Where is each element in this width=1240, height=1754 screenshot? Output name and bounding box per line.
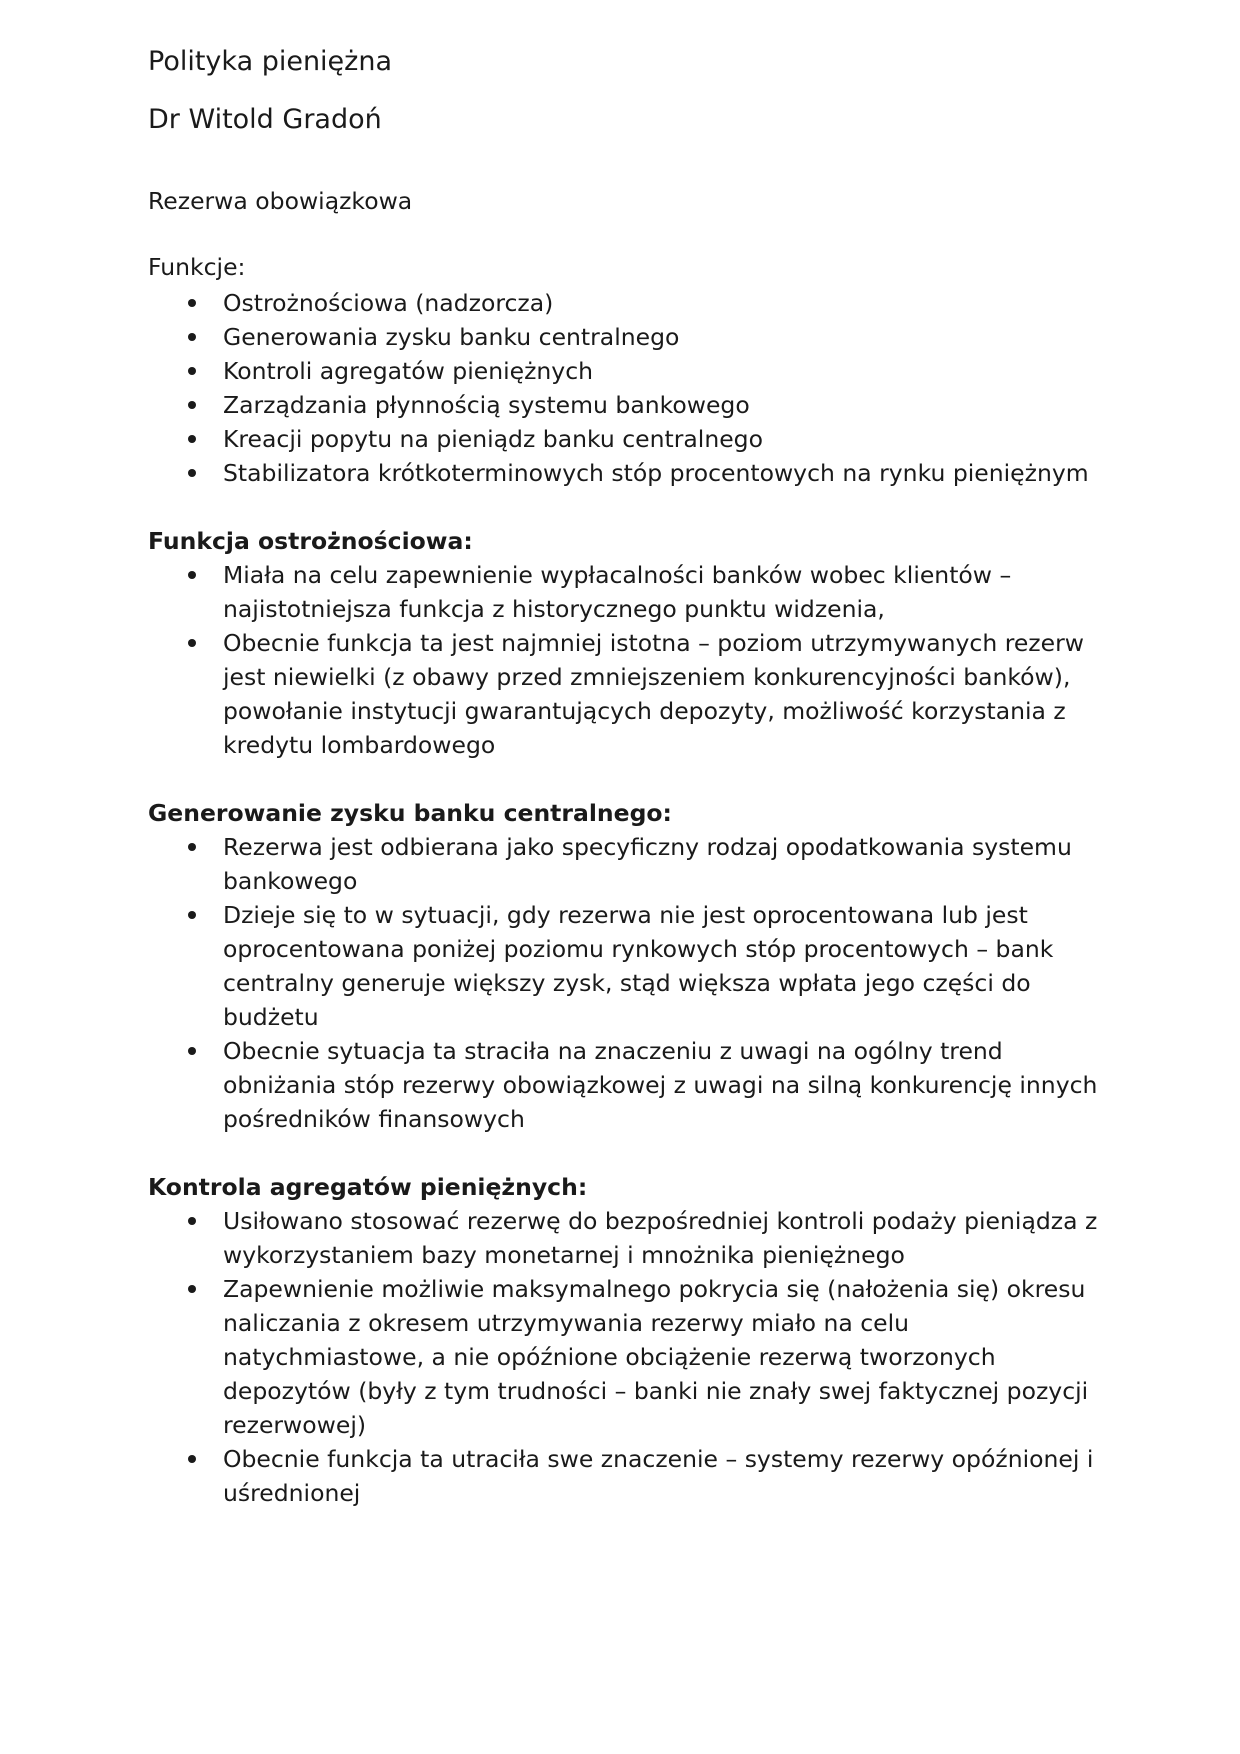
document-subject: Rezerwa obowiązkowa (148, 187, 413, 215)
section-heading: Funkcja ostrożnościowa: (148, 527, 473, 555)
section-aggregates (148, 1170, 1108, 1510)
list-item: Usiłowano stosować rezerwę do bezpośredniej kontroli podaży pieniądza z wykorzystaniem bazy monetarnej i mnożnika pieniężnego (148, 1204, 1108, 1272)
section-heading: Generowanie zysku banku centralnego: (148, 799, 672, 827)
list-item: Rezerwa jest odbierana jako specyficzny rodzaj opodatkowania systemu bankowego (148, 830, 1108, 898)
list-item: Kreacji popytu na pieniądz banku centralnego (148, 422, 1108, 456)
section-list (148, 830, 1108, 1136)
section-list (148, 558, 1108, 762)
list-item: Generowania zysku banku centralnego (148, 320, 1108, 354)
document-page (148, 42, 1108, 1544)
list-item: Kontroli agregatów pieniężnych (148, 354, 1108, 388)
list-item: Stabilizatora krótkoterminowych stóp procentowych na rynku pieniężnym (148, 456, 1108, 490)
functions-list (148, 286, 1108, 490)
list-item: Obecnie sytuacja ta straciła na znaczeniu z uwagi na ogólny trend obniżania stóp rezerwy obowiązkowej z uwagi na silną konkurencję innych pośredników finansowych (148, 1034, 1108, 1136)
list-item: Zarządzania płynnością systemu bankowego (148, 388, 1108, 422)
list-item: Dzieje się to w sytuacji, gdy rezerwa nie jest oprocentowana lub jest oprocentowana poniżej poziomu rynkowych stóp procentowych – bank centralny generuje większy zysk, stąd większa wpłata jego części do budżetu (148, 898, 1108, 1034)
list-item: Obecnie funkcja ta utraciła swe znaczenie – systemy rezerwy opóźnionej i uśrednionej (148, 1442, 1108, 1510)
section-profit (148, 796, 1108, 1136)
list-item: Miała na celu zapewnienie wypłacalności banków wobec klientów – najistotniejsza funkcja z historycznego punktu widzenia, (148, 558, 1108, 626)
list-item: Ostrożnościowa (nadzorcza) (148, 286, 1108, 320)
list-item: Obecnie funkcja ta jest najmniej istotna – poziom utrzymywanych rezerw jest niewielki (z obawy przed zmniejszeniem konkurencyjności banków), powołanie instytucji gwarantujących depozyty, możliwość korzystania z kredytu lombardowego (148, 626, 1108, 762)
section-list (148, 1204, 1108, 1510)
document-title: Polityka pieniężna (148, 46, 393, 77)
functions-label: Funkcje: (148, 253, 246, 281)
functions-block (148, 250, 1108, 490)
list-item: Zapewnienie możliwie maksymalnego pokrycia się (nałożenia się) okresu naliczania z okresem utrzymywania rezerwy miało na celu natychmiastowe, a nie opóźnione obciążenie rezerwą tworzonych depozytów (były z tym trudności – banki nie znały swej faktycznej pozycji rezerwowej) (148, 1272, 1108, 1442)
section-prudential (148, 524, 1108, 762)
document-author: Dr Witold Gradoń (148, 104, 382, 135)
section-heading: Kontrola agregatów pieniężnych: (148, 1173, 588, 1201)
